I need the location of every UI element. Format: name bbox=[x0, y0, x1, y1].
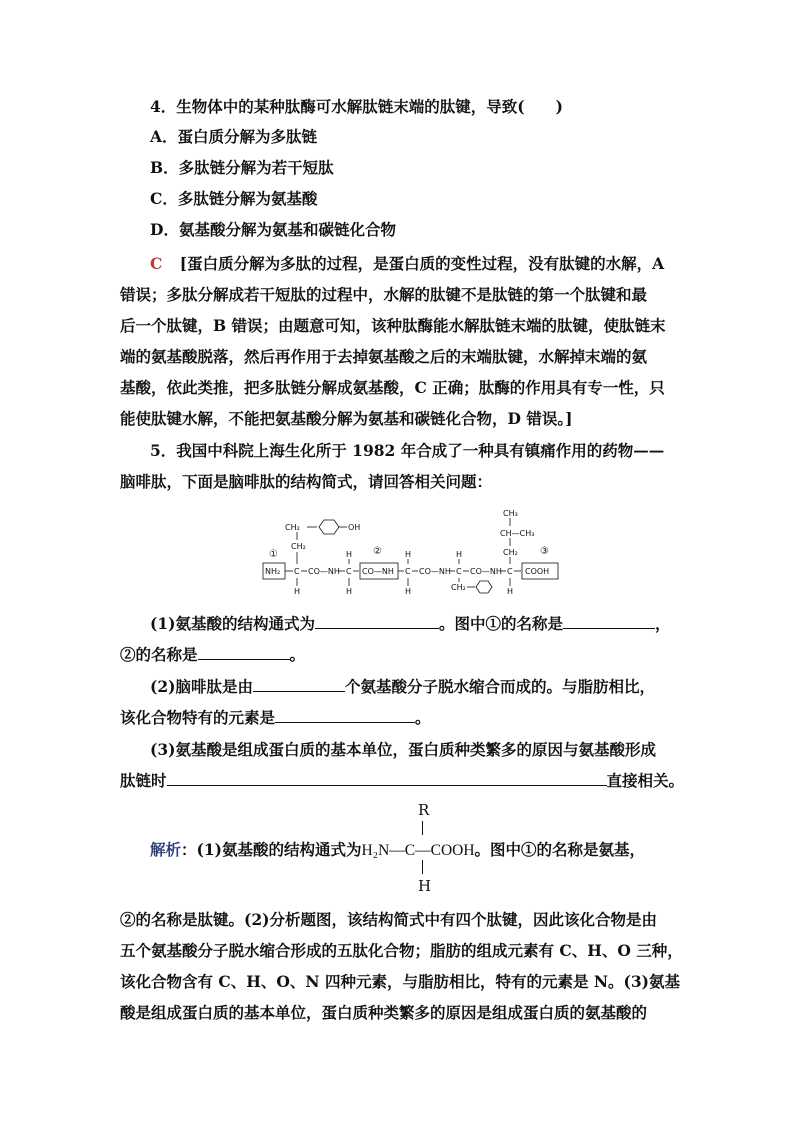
svg-text:C: C bbox=[405, 567, 411, 576]
svg-text:C: C bbox=[456, 567, 462, 576]
q5-sub1-line-1: (1)氨基酸的结构通式为 。图中①的名称是 ， bbox=[150, 614, 671, 633]
q4-explanation-line-4: 端的氨基酸脱落，然后再作用于去掉氨基酸之后的末端肽键，水解掉末端的氨 bbox=[120, 347, 648, 366]
analysis-line-1: 解析：(1)氨基酸的结构通式为H₂N—C—COOH。图中①的名称是氨基， bbox=[150, 840, 646, 859]
svg-text:H: H bbox=[507, 587, 514, 596]
q5-sub3-line-2: 肽链时 直接相关。 bbox=[120, 771, 685, 790]
analysis-line-4: 该化合物含有 C、H、O、N 四种元素，与脂肪相比，特有的元素是 N。(3)氨基 bbox=[120, 972, 680, 991]
q5-sub3-line-1: (3)氨基酸是组成蛋白质的基本单位，蛋白质种类繁多的原因与氨基酸形成 bbox=[150, 740, 656, 759]
answer-blank-2[interactable] bbox=[563, 614, 655, 629]
q4-option-b: B．多肽链分解为若干短肽 bbox=[150, 158, 334, 177]
analysis-line-5: 酸是组成蛋白质的基本单位，蛋白质种类繁多的原因是组成蛋白质的氨基酸的 bbox=[120, 1003, 648, 1022]
formula-bond-bottom bbox=[422, 860, 423, 874]
q5-sub1-line-2: ②的名称是 。 bbox=[120, 645, 306, 664]
svg-text:CH₂: CH₂ bbox=[451, 583, 466, 592]
analysis-line-2: ②的名称是肽键。(2)分析题图，该结构简式中有四个肽键，因此该化合物是由 bbox=[120, 910, 657, 929]
q4-explanation-line-6: 能使肽键水解，不能把氨基酸分解为氨基和碳链化合物，D 错误。] bbox=[120, 409, 573, 428]
formula-r: R bbox=[418, 801, 430, 819]
q5-stem-line-1: 5．我国中科院上海生化所于 1982 年合成了一种具有镇痛作用的药物—— bbox=[150, 441, 665, 460]
q4-stem: 4．生物体中的某种肽酶可水解肽链末端的肽键，导致( ) bbox=[150, 97, 563, 116]
analysis-line-3: 五个氨基酸分子脱水缩合形成的五肽化合物；脂肪的组成元素有 C、H、O 三种， bbox=[120, 941, 683, 960]
q5-sub2-line-1: (2)脑啡肽是由 个氨基酸分子脱水缩合而成的。与脂肪相比， bbox=[150, 677, 655, 696]
svg-text:CH₃: CH₃ bbox=[503, 509, 518, 518]
svg-text:CH₂: CH₂ bbox=[503, 548, 518, 557]
svg-text:H: H bbox=[405, 550, 412, 559]
q4-explanation-line-2: 错误；多肽分解成若干短肽的过程中，水解的肽键不是肽链的第一个肽键和最 bbox=[120, 285, 648, 304]
svg-text:H: H bbox=[294, 587, 301, 596]
svg-text:H: H bbox=[346, 587, 353, 596]
answer-blank-5[interactable] bbox=[275, 708, 415, 723]
formula-bond-top bbox=[422, 821, 423, 835]
svg-text:CH₂: CH₂ bbox=[285, 523, 300, 532]
svg-text:CH₂: CH₂ bbox=[291, 542, 306, 551]
q4-option-c: C．多肽链分解为氨基酸 bbox=[150, 189, 318, 208]
svg-text:CH—CH₃: CH—CH₃ bbox=[500, 529, 535, 538]
answer-blank-1[interactable] bbox=[315, 614, 439, 629]
nh2-label: NH₂ bbox=[265, 567, 281, 576]
q5-stem-line-2: 脑啡肽，下面是脑啡肽的结构简式，请回答相关问题： bbox=[120, 472, 493, 491]
svg-text:CO—NH: CO—NH bbox=[308, 567, 340, 576]
q4-option-d: D．氨基酸分解为氨基和碳链化合物 bbox=[150, 220, 396, 239]
svg-text:CO—NH: CO—NH bbox=[470, 567, 502, 576]
answer-blank-6[interactable] bbox=[167, 771, 607, 786]
svg-text:H: H bbox=[456, 550, 463, 559]
benzene-ring-icon bbox=[476, 581, 492, 593]
formula-h: H bbox=[418, 877, 432, 895]
answer-blank-4[interactable] bbox=[253, 677, 345, 692]
circle-3-marker: ③ bbox=[540, 546, 549, 557]
q4-option-a: A．蛋白质分解为多肽链 bbox=[150, 127, 318, 146]
svg-text:C: C bbox=[294, 567, 300, 576]
q5-sub2-line-2: 该化合物特有的元素是 。 bbox=[120, 708, 431, 727]
svg-text:C: C bbox=[507, 567, 513, 576]
q4-explanation-line-1: C [蛋白质分解为多肽的过程，是蛋白质的变性过程，没有肽键的水解，A bbox=[150, 254, 665, 273]
q4-explanation-line-3: 后一个肽键，B 错误；由题意可知，该种肽酶能水解肽链末端的肽键，使肽链末 bbox=[120, 316, 666, 335]
svg-text:H: H bbox=[405, 587, 412, 596]
benzene-ring-icon bbox=[319, 520, 339, 534]
q4-explanation-line-5: 基酸，依此类推，把多肽链分解成氨基酸，C 正确；肽酶的作用具有专一性，只 bbox=[120, 378, 665, 397]
cooh-label: COOH bbox=[525, 567, 550, 576]
svg-text:H: H bbox=[346, 550, 353, 559]
amino-acid-formula: H₂N—C—COOH bbox=[361, 842, 475, 859]
peptide-bond-label: CO—NH bbox=[362, 567, 394, 576]
analysis-label: 解析 bbox=[150, 840, 182, 859]
svg-text:C: C bbox=[346, 567, 352, 576]
answer-blank-3[interactable] bbox=[198, 645, 290, 660]
hydroxyl-label: OH bbox=[348, 523, 361, 532]
svg-text:CO—NH: CO—NH bbox=[419, 567, 451, 576]
q4-answer-letter: C bbox=[150, 254, 163, 273]
circle-2-marker: ② bbox=[373, 546, 382, 557]
circle-1-marker: ① bbox=[269, 549, 278, 560]
enkephalin-structure-diagram bbox=[255, 500, 575, 600]
